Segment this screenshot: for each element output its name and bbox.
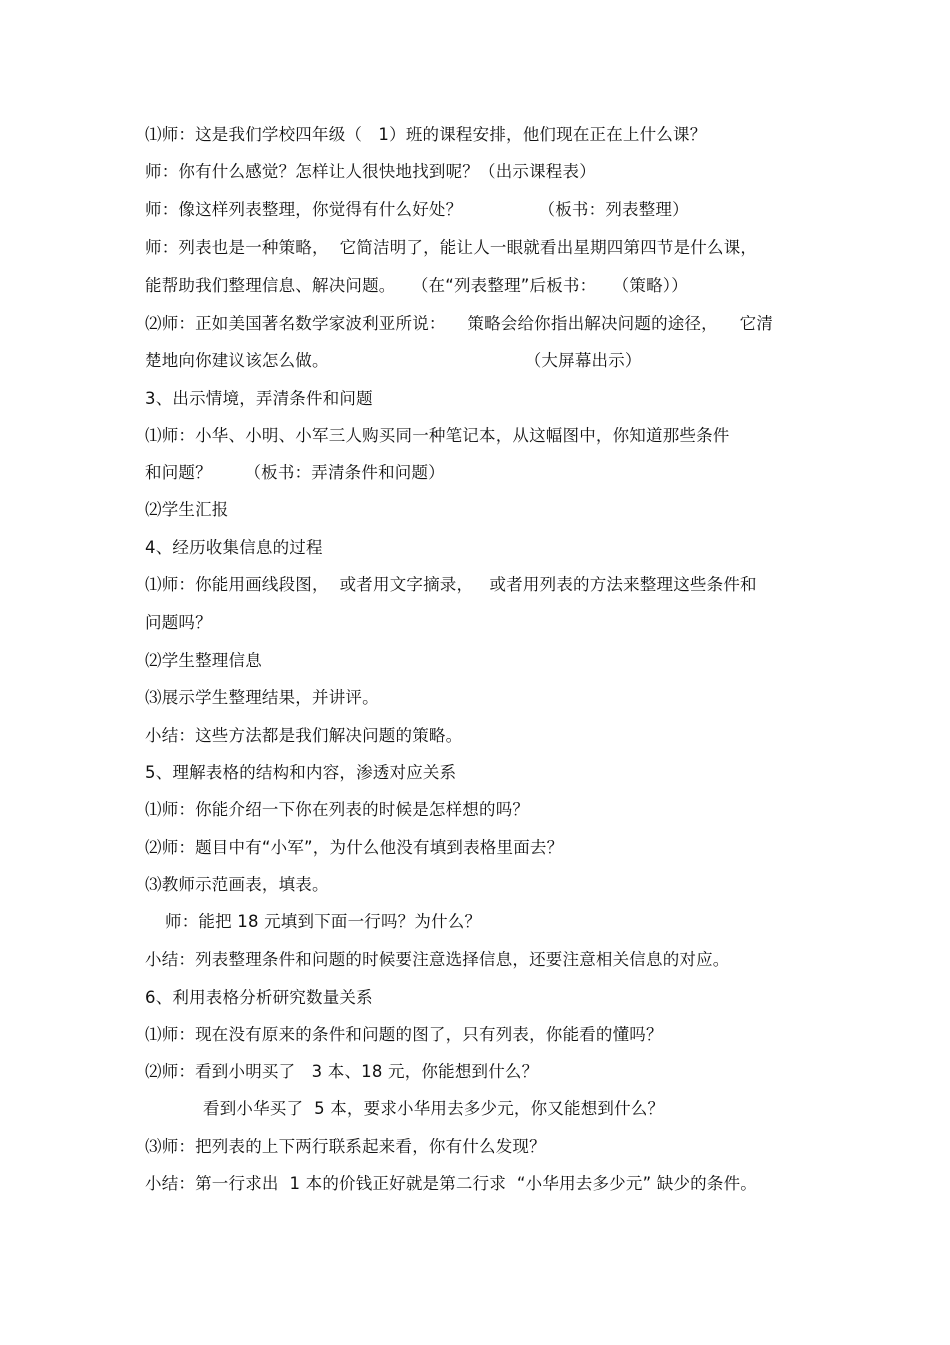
text-line: ⑴师：你能用画线段图， 或者用文字摘录， 或者用列表的方法来整理这些条件和	[145, 575, 757, 594]
text-line: ⑶展示学生整理结果，并讲评。	[145, 688, 379, 707]
text-line: 和问题？ （板书：弄清条件和问题）	[145, 463, 445, 482]
text-line: 问题吗？	[145, 613, 212, 632]
text-line: ⑵师：正如美国著名数学家波利亚所说： 策略会给你指出解决问题的途径， 它清	[145, 314, 774, 333]
text-line: ⑵学生整理信息	[145, 651, 262, 670]
section-heading: 6、利用表格分析研究数量关系	[145, 988, 373, 1007]
text-line: 师：能把 18 元填到下面一行吗？为什么？	[165, 912, 482, 931]
text-line: 师：像这样列表整理，你觉得有什么好处？ （板书：列表整理）	[145, 200, 689, 219]
text-line: 师：你有什么感觉？怎样让人很快地找到呢？（出示课程表）	[145, 162, 596, 181]
section-heading: 5、理解表格的结构和内容，渗透对应关系	[145, 763, 457, 782]
summary-line: 小结：这些方法都是我们解决问题的策略。	[145, 726, 463, 745]
text-line: ⑵师：题目中有“小军”，为什么他没有填到表格里面去？	[145, 838, 564, 857]
text-line: ⑴师：小华、小明、小军三人购买同一种笔记本，从这幅图中，你知道那些条件	[145, 426, 730, 445]
text-line: ⑵师：看到小明买了 3 本、18 元，你能想到什么？	[145, 1062, 539, 1081]
text-line: ⑴师：现在没有原来的条件和问题的图了，只有列表，你能看的懂吗？	[145, 1025, 663, 1044]
text-line: 看到小华买了 5 本，要求小华用去多少元，你又能想到什么？	[203, 1099, 665, 1118]
text-line: ⑵学生汇报	[145, 500, 229, 519]
section-heading: 4、经历收集信息的过程	[145, 538, 323, 557]
text-line: 楚地向你建议该怎么做。 （大屏幕出示）	[145, 351, 642, 370]
text-line: 能帮助我们整理信息、解决问题。 （在“列表整理”后板书： （策略））	[145, 276, 688, 295]
summary-line: 小结：列表整理条件和问题的时候要注意选择信息，还要注意相关信息的对应。	[145, 950, 730, 969]
text-line: ⑶师：把列表的上下两行联系起来看，你有什么发现？	[145, 1137, 546, 1156]
summary-line: 小结：第一行求出 1 本的价钱正好就是第二行求 “小华用去多少元” 缺少的条件。	[145, 1174, 757, 1193]
section-heading: 3、出示情境，弄清条件和问题	[145, 389, 373, 408]
text-line: ⑴师：这是我们学校四年级（ 1）班的课程安排，他们现在正在上什么课？	[145, 125, 707, 144]
text-line: ⑶教师示范画表，填表。	[145, 875, 329, 894]
text-line: 师：列表也是一种策略， 它简洁明了，能让人一眼就看出星期四第四节是什么课，	[145, 238, 758, 257]
text-line: ⑴师：你能介绍一下你在列表的时候是怎样想的吗？	[145, 800, 530, 819]
